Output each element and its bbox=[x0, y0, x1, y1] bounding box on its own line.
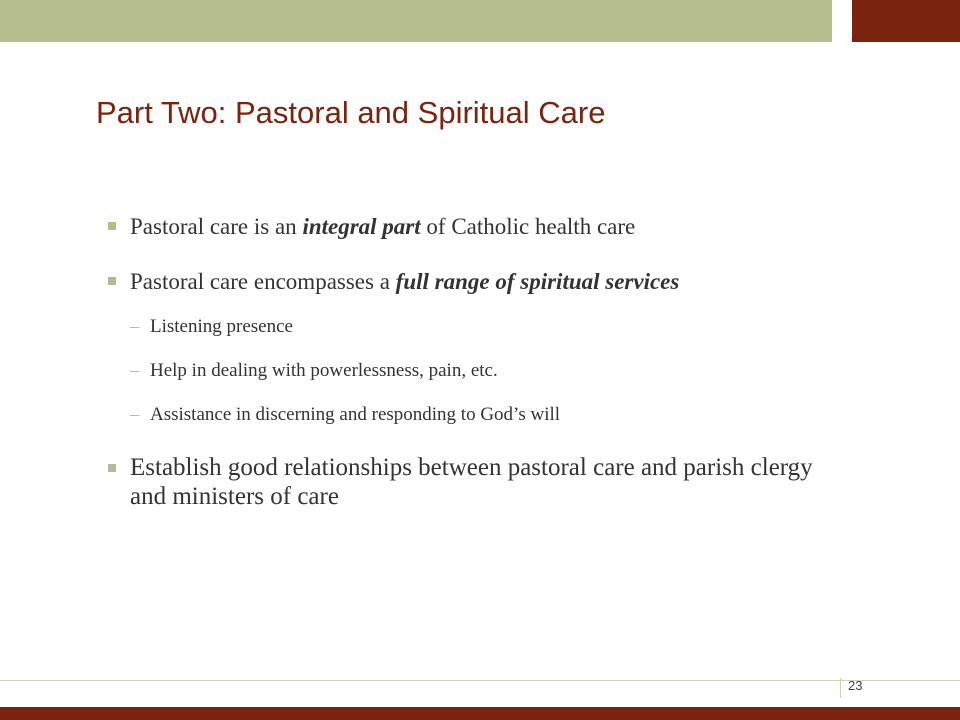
dash-bullet-icon: – bbox=[130, 360, 140, 381]
dash-bullet-icon: – bbox=[130, 404, 140, 425]
sub-bullet-text: Assistance in discerning and responding to God’s will bbox=[150, 404, 561, 425]
bullet-emphasis: full range of spiritual services bbox=[395, 269, 680, 294]
bullet-item bbox=[108, 212, 828, 241]
bullet-item bbox=[108, 453, 828, 511]
square-bullet-icon bbox=[108, 464, 116, 472]
square-bullet-icon bbox=[108, 277, 116, 285]
sub-bullet-item bbox=[130, 314, 828, 339]
top-accent-bar-green bbox=[0, 0, 832, 42]
top-accent-bar-red bbox=[852, 0, 960, 42]
page-number: 23 bbox=[848, 678, 863, 693]
bullet-text: Pastoral care is an bbox=[130, 214, 303, 239]
bullet-item bbox=[108, 267, 828, 427]
sub-bullet-item bbox=[130, 358, 828, 383]
footer-divider bbox=[0, 680, 960, 681]
bullet-list bbox=[108, 212, 828, 537]
sub-bullet-item bbox=[130, 402, 828, 427]
bullet-text: Pastoral care encompasses a bbox=[130, 269, 396, 294]
sub-bullet-text: Help in dealing with powerlessness, pain, etc. bbox=[150, 360, 498, 381]
bullet-text: Establish good relationships between pastoral care and parish clergy and ministers of care bbox=[130, 454, 813, 510]
bottom-accent-bar bbox=[0, 707, 960, 720]
bullet-emphasis: integral part bbox=[302, 214, 421, 239]
dash-bullet-icon: – bbox=[130, 316, 140, 337]
bullet-text: of Catholic health care bbox=[420, 214, 636, 239]
sub-bullet-list bbox=[130, 314, 828, 427]
sub-bullet-text: Listening presence bbox=[150, 316, 293, 337]
square-bullet-icon bbox=[108, 222, 116, 230]
page-number-separator bbox=[840, 678, 841, 698]
slide-title: Part Two: Pastoral and Spiritual Care bbox=[96, 95, 606, 130]
